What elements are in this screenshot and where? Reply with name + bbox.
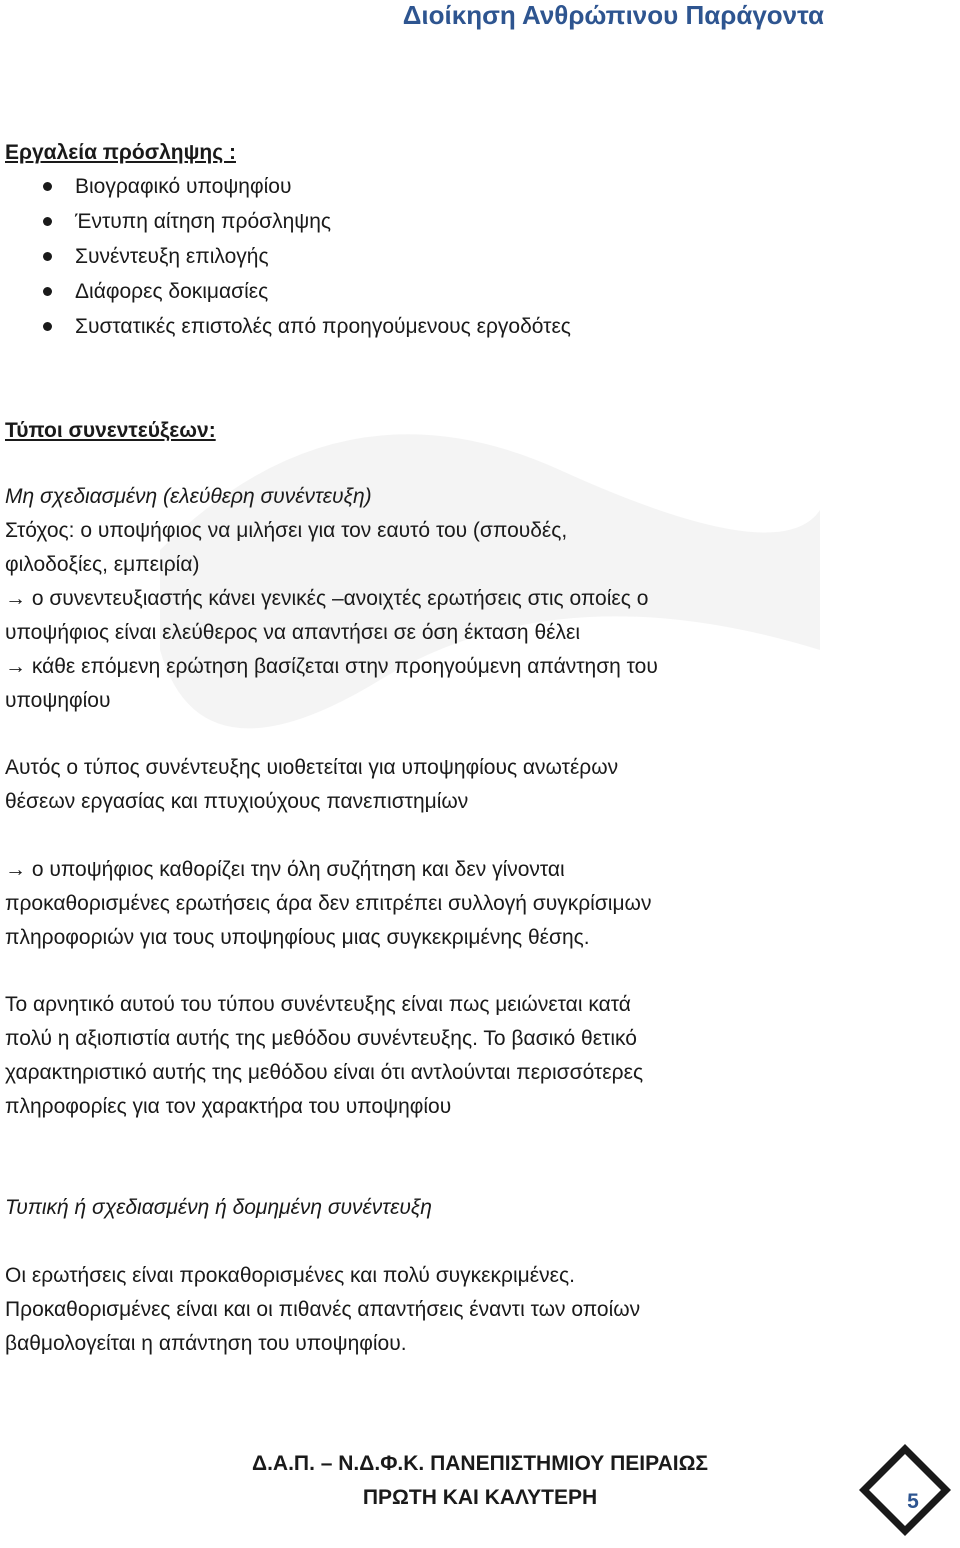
paragraph-line: χαρακτηριστικό αυτής της μεθόδου είναι ότι αντλούνται περισσότερες bbox=[5, 1061, 644, 1084]
paragraph-line: υποψηφίου bbox=[5, 689, 111, 712]
paragraph-line: → ο συνεντευξιαστής κάνει γενικές –ανοιχτές ερωτήσεις στις οποίες ο bbox=[5, 587, 649, 610]
paragraph-line: Το αρνητικό αυτού του τύπου συνέντευξης είναι πως μειώνεται κατά bbox=[5, 993, 631, 1016]
paragraph-line: φιλοδοξίες, εμπειρία) bbox=[5, 553, 200, 576]
bullet-icon bbox=[43, 252, 52, 261]
footer-organization: Δ.Α.Π. – Ν.Δ.Φ.Κ. ΠΑΝΕΠΙΣΤΗΜΙΟΥ ΠΕΙΡΑΙΩΣ bbox=[251, 1452, 709, 1475]
bullet-icon bbox=[43, 287, 52, 296]
list-item: Συνέντευξη επιλογής bbox=[5, 239, 571, 274]
subheading-unstructured-interview: Μη σχεδιασμένη (ελεύθερη συνέντευξη) bbox=[5, 485, 372, 508]
paragraph-line: Αυτός ο τύπος συνέντευξης υιοθετείται για υποψηφίους ανωτέρων bbox=[5, 756, 619, 779]
paragraph-line: Οι ερωτήσεις είναι προκαθορισμένες και πολύ συγκεκριμένες. bbox=[5, 1264, 575, 1287]
recruitment-tools-list bbox=[5, 169, 571, 344]
paragraph-line: πληροφορίες για τον χαρακτήρα του υποψηφίου bbox=[5, 1095, 452, 1118]
paragraph-line: πολύ η αξιοπιστία αυτής της μεθόδου συνέντευξης. Το βασικό θετικό bbox=[5, 1027, 637, 1050]
subheading-structured-interview: Τυπική ή σχεδιασμένη ή δομημένη συνέντευξη bbox=[5, 1196, 432, 1219]
bullet-icon bbox=[43, 322, 52, 331]
list-item: Έντυπη αίτηση πρόσληψης bbox=[5, 204, 571, 239]
list-item: Διάφορες δοκιμασίες bbox=[5, 274, 571, 309]
paragraph-line: υποψήφιος είναι ελεύθερος να απαντήσει σε όση έκταση θέλει bbox=[5, 621, 581, 644]
paragraph-line: Στόχος: ο υποψήφιος να μιλήσει για τον εαυτό του (σπουδές, bbox=[5, 519, 568, 542]
section-heading-interview-types: Τύποι συνεντεύξεων: bbox=[5, 419, 216, 442]
list-item: Βιογραφικό υποψηφίου bbox=[5, 169, 571, 204]
paragraph-line: πληροφοριών για τους υποψηφίους μιας συγκεκριμένης θέσης. bbox=[5, 926, 590, 949]
page-number: 5 bbox=[907, 1490, 919, 1513]
section-heading-recruitment-tools: Εργαλεία πρόσληψης : bbox=[5, 141, 236, 164]
list-item: Συστατικές επιστολές από προηγούμενους εργοδότες bbox=[5, 309, 571, 344]
bullet-icon bbox=[43, 217, 52, 226]
page-header-title: Διοίκηση Ανθρώπινου Παράγοντα bbox=[402, 0, 824, 30]
paragraph-line: Προκαθορισμένες είναι και οι πιθανές απαντήσεις έναντι των οποίων bbox=[5, 1298, 641, 1321]
paragraph-line: → κάθε επόμενη ερώτηση βασίζεται στην προηγούμενη απάντηση του bbox=[5, 655, 658, 678]
footer-slogan: ΠΡΩΤΗ ΚΑΙ ΚΑΛΥΤΕΡΗ bbox=[362, 1486, 598, 1509]
paragraph-line: → ο υποψήφιος καθορίζει την όλη συζήτηση και δεν γίνονται bbox=[5, 858, 565, 881]
bullet-icon bbox=[43, 182, 52, 191]
paragraph-line: θέσεων εργασίας και πτυχιούχους πανεπιστημίων bbox=[5, 790, 469, 813]
paragraph-line: προκαθορισμένες ερωτήσεις άρα δεν επιτρέπει συλλογή συγκρίσιμων bbox=[5, 892, 652, 915]
paragraph-line: βαθμολογείται η απάντηση του υποψηφίου. bbox=[5, 1332, 407, 1355]
